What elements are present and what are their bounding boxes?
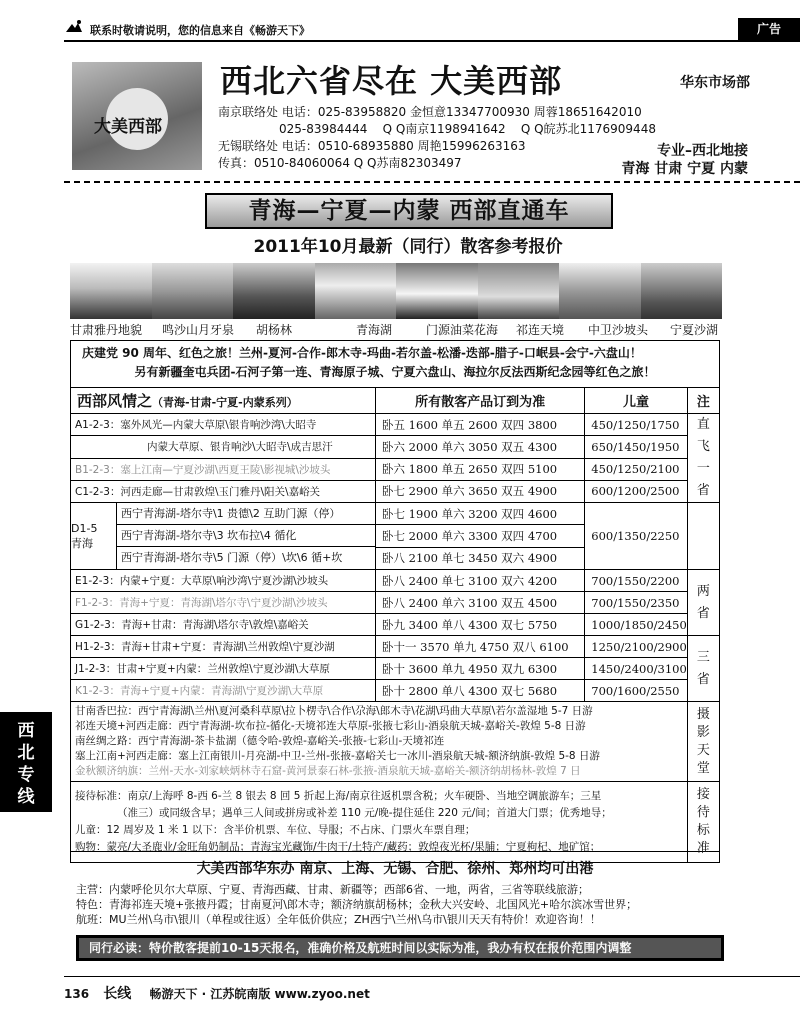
price-cell: 卧六 2000 单六 3050 双五 4300 xyxy=(376,436,585,458)
contact-line: 025-83984444 Q Q南京1198941642 Q Q皖苏北1176909448 xyxy=(218,122,656,136)
photo-caption: 门源油菜花海 xyxy=(426,323,499,337)
qinghai-group-cell xyxy=(71,503,376,570)
brand-logo xyxy=(72,62,202,170)
route-cell: E1-2-3：内蒙+宁夏：大草原\响沙湾\宁夏沙湖\沙坡头 xyxy=(71,570,376,592)
route-cell: F1-2-3：青海+宁夏：青海湖\塔尔寺\宁夏沙湖\沙坡头 xyxy=(71,592,376,614)
business-line: 航班：MU兰州\乌市\银川（单程或往返）全年低价供应；ZH西宁\兰州\乌市\银川天天有特价！欢迎咨询！！ xyxy=(76,913,601,926)
route-cell: 西宁青海湖-塔尔寺\3 坎布拉\4 循化 xyxy=(117,525,375,547)
child-price-cell: 1000/1850/2450 xyxy=(585,614,688,636)
dashed-divider xyxy=(64,181,800,183)
table-row xyxy=(71,636,720,658)
table-row xyxy=(71,458,720,480)
must-know-bar: 同行必读：特价散客提前10-15天报名，准确价格及航班时间以实际为准，我办有权在报价范围内调整 xyxy=(76,935,724,961)
note-cell xyxy=(687,414,719,503)
child-price-cell: 1450/2400/3100 xyxy=(585,658,688,680)
photo-caption: 胡杨林 xyxy=(256,323,293,337)
service-line: 接待标准：南京/上海呼 8-西 6-兰 8 银去 8 回 5 折起上海/南京往返机票含税；火车硬卧、当地空调旅游车；三星 xyxy=(75,790,602,802)
group-id: D1-5 xyxy=(71,521,98,535)
footer-section: 长线 xyxy=(103,986,132,1002)
note-text: 直飞一省 xyxy=(696,417,710,498)
ad-tag: 广告 xyxy=(738,18,800,40)
agency-title: 西北六省尽在 大美西部 xyxy=(220,62,563,100)
route-cell: H1-2-3：青海+甘肃+宁夏：青海湖\兰州敦煌\宁夏沙湖 xyxy=(71,636,376,658)
source-notice: 联系时敬请说明，您的信息来自《畅游天下》 xyxy=(90,24,310,37)
business-line: 特色：青海祁连天境+张掖丹霞；甘南夏河\郎木寺；额济纳旗胡杨林；金秋大兴安岭、北国风光+哈尔滨冰雪世界； xyxy=(76,898,638,911)
child-price-cell: 700/1550/2350 xyxy=(585,592,688,614)
route-cell: J1-2-3：甘肃+宁夏+内蒙：兰州敦煌\宁夏沙湖\大草原 xyxy=(71,658,376,680)
qinghai-group-label xyxy=(71,503,117,569)
photo-caption: 宁夏沙湖 xyxy=(670,323,719,337)
route-cell: G1-2-3：青海+甘肃：青海湖\塔尔寺\敦煌\嘉峪关 xyxy=(71,614,376,636)
page-footer xyxy=(64,983,370,1003)
note-text: 两省 xyxy=(696,583,710,621)
section-side-tab xyxy=(0,712,52,812)
photo-tour-line: 塞上江南+河西走廊：塞上江南银川-月亮湖-中卫-兰州-张掖-嘉峪关七一冰川-酒泉航天城-额济纳旗-敦煌 5-8 日游 xyxy=(75,750,600,762)
red-tour-promo xyxy=(72,344,718,382)
photo-tour-line: 金秋额济纳旗：兰州-天水-刘家峡炳林寺石窟-黄河景泰石林-张掖-酒泉航天城-嘉峪关-额济纳胡杨林-敦煌 7 日 xyxy=(75,765,581,777)
note-cell xyxy=(687,503,719,570)
note-text: 三省 xyxy=(696,649,710,687)
price-subtitle: 2011年10月最新（同行）散客参考报价 xyxy=(253,237,563,257)
series-title-sub: （青海-甘肃-宁夏-内蒙系列） xyxy=(152,396,298,409)
note-text: 摄影天堂 xyxy=(696,706,710,776)
photo-tour-line: 南丝绸之路：西宁青海湖-茶卡盐湖（德令哈-敦煌-嘉峪关-张掖-七彩山-天境祁连 xyxy=(75,735,445,747)
promo-line: 庆建党 90 周年、红色之旅！兰州-夏河-合作-郎木寺-玛曲-若尔盖-松潘-迭部-腊子-口岷县-会宁-六盘山！ xyxy=(82,346,642,360)
page-number: 136 xyxy=(64,987,90,1001)
contact-line: 传真：0510-84060064 Q Q苏南82303497 xyxy=(218,156,462,170)
col-child-header: 儿童 xyxy=(585,388,688,414)
child-price-cell: 600/1350/2250 xyxy=(585,503,688,570)
scenery-photo xyxy=(233,263,315,319)
table-row xyxy=(71,503,720,525)
table-row xyxy=(71,480,720,502)
child-price-cell: 650/1450/1950 xyxy=(585,436,688,458)
promo-line: 另有新疆奎屯兵团-石河子第一连、青海原子城、宁夏六盘山、海拉尔反法西斯纪念园等红色之旅！ xyxy=(134,365,656,379)
child-price-cell: 450/1250/2100 xyxy=(585,458,688,480)
route-cell: C1-2-3：河西走廊—甘肃敦煌\玉门雅丹\阳关\嘉峪关 xyxy=(71,480,376,502)
price-cell: 卧八 2400 单六 3100 双五 4500 xyxy=(376,592,585,614)
table-header-row xyxy=(71,388,720,414)
series-title-main: 西部风情之 xyxy=(77,392,153,410)
photo-caption: 鸣沙山月牙泉 xyxy=(162,323,235,337)
route-cell: A1-2-3：塞外风光—内蒙大草原\银肯响沙湾\大昭寺 xyxy=(71,414,376,436)
business-info xyxy=(76,882,637,927)
scenery-photo-strip xyxy=(70,263,722,319)
photo-caption: 青海湖 xyxy=(356,323,393,337)
photo-tour-cell xyxy=(71,702,688,782)
specialty-label: 专业–西北地接 xyxy=(657,143,748,159)
scenery-photo xyxy=(70,263,152,319)
child-price-cell: 450/1250/1750 xyxy=(585,414,688,436)
note-cell xyxy=(687,782,719,863)
brand-logo-text: 大美西部 xyxy=(94,117,162,137)
route-cell: K1-2-3：青海+宁夏+内蒙：青海湖\宁夏沙湖\大草原 xyxy=(71,680,376,702)
scenery-photo xyxy=(396,263,478,319)
scenery-photo xyxy=(315,263,397,319)
child-price-cell: 600/1200/2500 xyxy=(585,480,688,502)
price-cell: 卧十 2800 单八 4300 双七 5680 xyxy=(376,680,585,702)
top-bar xyxy=(64,18,800,40)
price-cell: 卧七 1900 单六 3200 双四 4600 xyxy=(376,503,585,525)
table-row xyxy=(71,702,720,782)
side-tab-label: 西北专线 xyxy=(17,721,35,807)
publication-name: 畅游天下 · 江苏皖南版 www.zyoo.net xyxy=(149,987,370,1001)
service-line: 购物：蒙亮/大圣鹿业/金旺角奶制品；青海宝光藏饰/牛肉干/土特产/藏药；敦煌夜光杯/果脯；宁夏枸杞、地矿馆； xyxy=(75,841,601,853)
table-row xyxy=(71,592,720,614)
service-line: （准三）或同级含早；遇单三人间或拼房或补差 110 元/晚-提住延住 220 元/间；首道大门票；优秀地导； xyxy=(117,807,612,819)
business-line: 主营：内蒙呼伦贝尔大草原、宁夏、青海西藏、甘肃、新疆等；西部6省、一地，两省，三省等联线旅游； xyxy=(76,883,589,896)
note-cell xyxy=(687,570,719,636)
group-place: 青海 xyxy=(71,536,93,550)
price-cell: 卧十 3600 单九 4950 双九 6300 xyxy=(376,658,585,680)
top-rule xyxy=(64,40,800,42)
child-price-cell: 700/1600/2550 xyxy=(585,680,688,702)
photo-caption: 甘肃雅丹地貌 xyxy=(70,323,143,337)
photo-tour-line: 祁连天境+河西走廊：西宁青海湖-坎布拉-循化-天境祁连大草原-张掖七彩山-酒泉航天城-嘉峪关-敦煌 5-8 日游 xyxy=(75,720,586,732)
col-note-header: 注 xyxy=(687,388,719,414)
contact-line: 无锡联络处 电话：0510-68935880 周艳15996263163 xyxy=(218,139,526,153)
note-cell xyxy=(687,702,719,782)
table-row xyxy=(71,658,720,680)
table-row xyxy=(71,782,720,863)
photo-caption: 祁连天境 xyxy=(516,323,565,337)
service-line: 儿童：12 周岁及 1 米 1 以下：含半价机票、车位、导服；不占床、门票火车票自理； xyxy=(75,824,476,836)
note-text: 接待标准 xyxy=(696,787,710,856)
table-row xyxy=(71,614,720,636)
table-row xyxy=(71,414,720,436)
photo-tour-line: 甘南香巴拉：西宁青海湖\兰州\夏河桑科草原\拉卜楞寺\合作\尕海\郎木寺\花湖\玛曲大草原\若尔盖湿地 5-7 日游 xyxy=(75,705,593,717)
price-table xyxy=(70,387,720,863)
departure-cities: 大美西部华东办 南京、上海、无锡、合肥、徐州、郑州均可出港 xyxy=(196,861,594,877)
route-banner: 青海—宁夏—内蒙 西部直通车 xyxy=(205,193,613,229)
col-price-header: 所有散客产品订到为准 xyxy=(376,388,585,414)
photo-captions xyxy=(70,321,730,337)
route-cell: B1-2-3：塞上江南—宁夏沙湖\西夏王陵\影视城\沙坡头 xyxy=(71,458,376,480)
scenery-photo xyxy=(478,263,560,319)
agency-header xyxy=(64,48,750,180)
region-label: 华东市场部 xyxy=(680,75,750,91)
table-row xyxy=(71,436,720,458)
price-cell: 卧六 1800 单五 2650 双四 5100 xyxy=(376,458,585,480)
route-cell: 西宁青海湖-塔尔寺\1 贵德\2 互助门源（停） xyxy=(117,503,375,525)
scenery-photo xyxy=(152,263,234,319)
child-price-cell: 1250/2100/2900 xyxy=(585,636,688,658)
route-cell: 西宁青海湖-塔尔寺\5 门源（停）\坎\6 循+坎 xyxy=(121,551,343,564)
note-cell xyxy=(687,636,719,702)
price-cell: 卧九 3400 单八 4300 双七 5750 xyxy=(376,614,585,636)
price-cell: 卧七 2900 单六 3650 双五 4900 xyxy=(376,480,585,502)
provinces-label: 青海 甘肃 宁夏 内蒙 xyxy=(621,161,748,177)
table-row xyxy=(71,570,720,592)
route-cell: 内蒙大草原、银肯响沙\大昭寺\成吉思汗 xyxy=(71,436,376,458)
contact-line: 南京联络处 电话：025-83958820 金恒意13347700930 周蓉18651642010 xyxy=(218,105,642,119)
photo-caption: 中卫沙坡头 xyxy=(588,323,649,337)
price-cell: 卧八 2100 单七 3450 双六 4900 xyxy=(376,547,585,569)
bottom-rule xyxy=(64,976,800,977)
price-cell: 卧七 2000 单六 3300 双四 4700 xyxy=(376,525,585,547)
price-cell: 卧十一 3570 单九 4750 双八 6100 xyxy=(376,636,585,658)
child-price-cell: 700/1550/2200 xyxy=(585,570,688,592)
magazine-logo-icon xyxy=(64,18,84,38)
series-title xyxy=(71,388,376,414)
table-row xyxy=(71,680,720,702)
service-standard-cell xyxy=(71,782,688,863)
price-cell: 卧五 1600 单五 2600 双四 3800 xyxy=(376,414,585,436)
scenery-photo xyxy=(559,263,641,319)
price-cell: 卧八 2400 单七 3100 双六 4200 xyxy=(376,570,585,592)
scenery-photo xyxy=(641,263,723,319)
contact-info xyxy=(218,104,656,172)
